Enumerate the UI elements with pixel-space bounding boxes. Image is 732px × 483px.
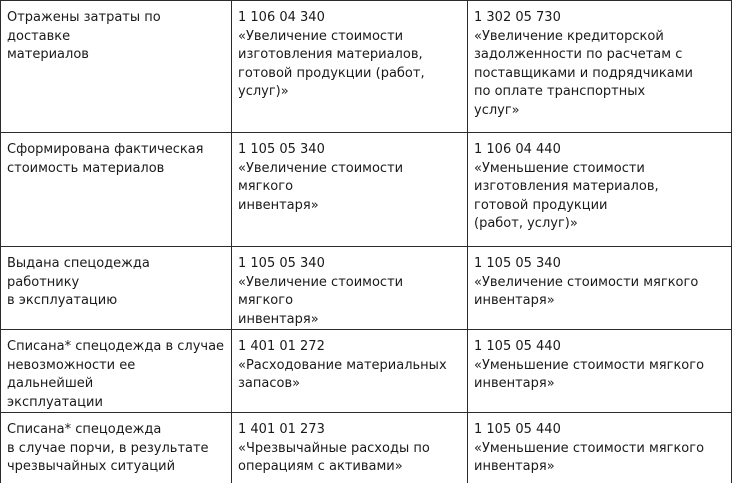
operation-cell: Отражены затраты по доставке материалов (1, 1, 232, 133)
credit-account: 1 302 05 730 (474, 10, 561, 25)
credit-account: 1 105 05 440 (474, 339, 561, 354)
credit-description: «Уменьшение стоимости мягкого инвентаря» (474, 440, 705, 474)
credit-description: «Уменьшение стоимости изготовления материалов, готовой продукции (работ, услуг)» (474, 160, 659, 231)
operation-cell: Выдана спецодежда работнику в эксплуатацию (1, 247, 232, 330)
table-row (1, 413, 732, 483)
debit-account: 1 106 04 340 (238, 10, 325, 25)
operation-cell: Списана* спецодежда в случае невозможности ее дальнейшей эксплуатации (1, 330, 232, 413)
credit-account: 1 105 05 340 (474, 256, 561, 271)
debit-cell (232, 247, 468, 330)
credit-description: «Увеличение кредиторской задолженности по расчетам с поставщиками и подрядчиками по оплате транспортных услуг» (474, 28, 693, 118)
debit-account: 1 105 05 340 (238, 256, 325, 271)
debit-cell (232, 133, 468, 247)
debit-cell (232, 1, 468, 133)
operation-cell: Списана* спецодежда в случае порчи, в результате чрезвычайных ситуаций (1, 413, 232, 483)
debit-description: «Чрезвычайные расходы по операциям с активами» (238, 440, 430, 474)
credit-description: «Увеличение стоимости мягкого инвентаря» (474, 274, 699, 308)
table-row (1, 1, 732, 133)
debit-description: «Увеличение стоимости мягкого инвентаря» (238, 160, 404, 213)
debit-description: «Увеличение стоимости изготовления материалов, готовой продукции (работ, услуг)» (238, 28, 425, 99)
debit-account: 1 401 01 272 (238, 339, 325, 354)
credit-cell (468, 330, 732, 413)
debit-description: «Расходование материальных запасов» (238, 357, 447, 391)
table-row (1, 247, 732, 330)
debit-description: «Увеличение стоимости мягкого инвентаря» (238, 274, 404, 327)
credit-account: 1 106 04 440 (474, 142, 561, 157)
credit-cell (468, 413, 732, 483)
credit-cell (468, 133, 732, 247)
debit-account: 1 401 01 273 (238, 422, 325, 437)
credit-cell (468, 1, 732, 133)
credit-cell (468, 247, 732, 330)
credit-account: 1 105 05 440 (474, 422, 561, 437)
debit-cell (232, 413, 468, 483)
debit-account: 1 105 05 340 (238, 142, 325, 157)
credit-description: «Уменьшение стоимости мягкого инвентаря» (474, 357, 705, 391)
table-row (1, 133, 732, 247)
operation-cell: Сформирована фактическая стоимость материалов (1, 133, 232, 247)
table-row (1, 330, 732, 413)
debit-cell (232, 330, 468, 413)
